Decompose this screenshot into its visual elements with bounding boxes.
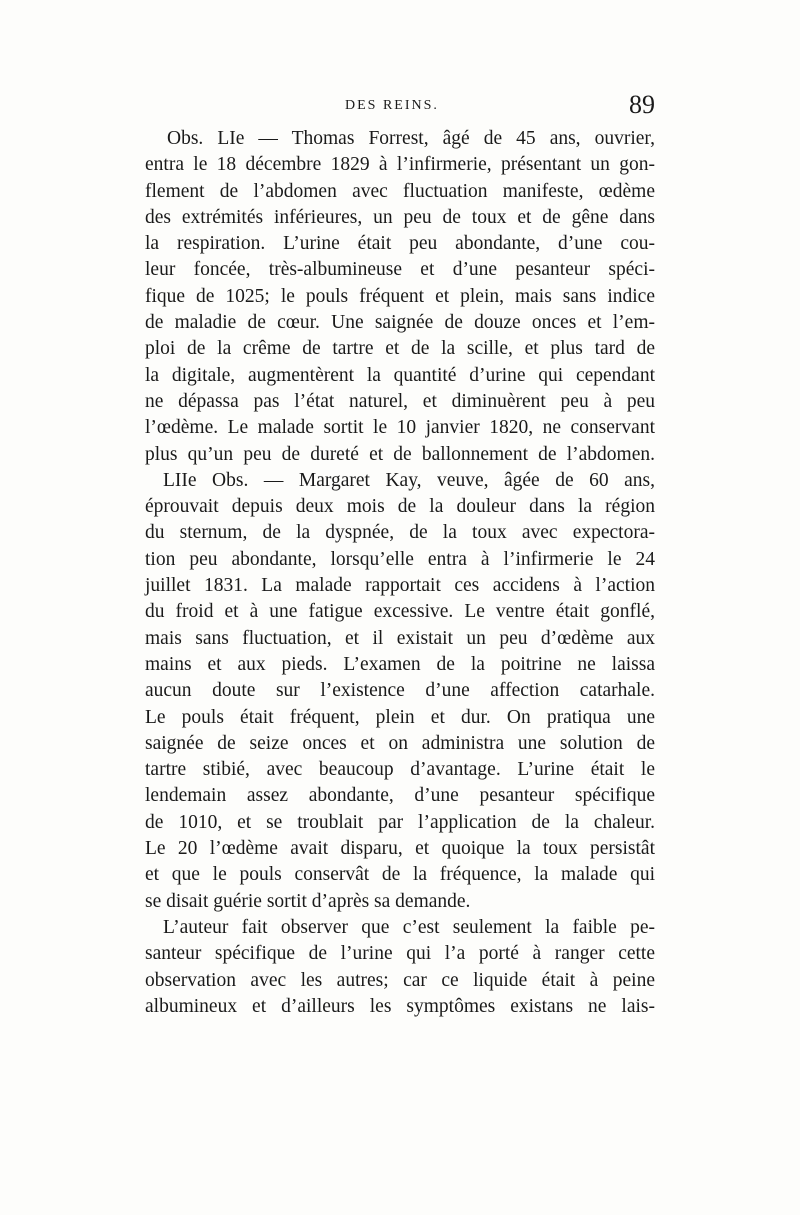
text-line: santeur spécifique de l’urine qui l’a porté à ranger cette	[145, 943, 655, 965]
body-text	[145, 126, 655, 1020]
text-line: observation avec les autres; car ce liquide était à peine	[145, 969, 655, 991]
text-line: flement de l’abdomen avec fluctuation manifeste, œdème	[145, 180, 655, 202]
text-line: du sternum, de la dyspnée, de la toux avec expectora-	[145, 522, 655, 544]
text-line: la digitale, augmentèrent la quantité d’urine qui cependant	[145, 364, 655, 386]
text-line: du froid et à une fatigue excessive. Le ventre était gonflé,	[145, 601, 655, 623]
text-line: des extrémités inférieures, un peu de toux et de gêne dans	[145, 206, 655, 228]
text-line: et que le pouls conservât de la fréquence, la malade qui	[145, 864, 655, 886]
text-line: mais sans fluctuation, et il existait un peu d’œdème aux	[145, 627, 655, 649]
text-line: éprouvait depuis deux mois de la douleur dans la région	[145, 496, 655, 518]
text-line: mains et aux pieds. L’examen de la poitrine ne laissa	[145, 653, 655, 675]
text-line: fique de 1025; le pouls fréquent et plein, mais sans indice	[145, 285, 655, 307]
text-line: tion peu abondante, lorsqu’elle entra à l’infirmerie le 24	[145, 548, 655, 570]
text-line: plus qu’un peu de dureté et de ballonnement de l’abdomen.	[145, 443, 655, 465]
text-line: ploi de la crême de tartre et de la scille, et plus tard de	[145, 338, 655, 360]
text-line: juillet 1831. La malade rapportait ces accidens à l’action	[145, 575, 655, 597]
text-line: l’œdème. Le malade sortit le 10 janvier 1820, ne conservant	[145, 417, 655, 439]
text-line: aucun doute sur l’existence d’une affection catarhale.	[145, 680, 655, 702]
text-line: albumineux et d’ailleurs les symptômes existans ne lais-	[145, 995, 655, 1017]
text-line: ne dépassa pas l’état naturel, et diminuèrent peu à peu	[145, 390, 655, 412]
text-line: Le pouls était fréquent, plein et dur. On pratiqua une	[145, 706, 655, 728]
text-line: Obs. LIe — Thomas Forrest, âgé de 45 ans, ouvrier,	[167, 128, 655, 149]
running-head	[145, 92, 655, 122]
text-line: tartre stibié, avec beaucoup d’avantage. L’urine était le	[145, 759, 655, 781]
text-line: entra le 18 décembre 1829 à l’infirmerie, présentant un gon-	[145, 154, 655, 176]
text-line: de 1010, et se troublait par l’application de la chaleur.	[145, 811, 655, 833]
text-line: L’auteur fait observer que c’est seulement la faible pe-	[163, 916, 655, 938]
page-number: 89	[629, 90, 655, 119]
text-line: Le 20 l’œdème avait disparu, et quoique la toux persistât	[145, 838, 655, 860]
text-line: LIIe Obs. — Margaret Kay, veuve, âgée de 60 ans,	[163, 469, 655, 491]
text-line: lendemain assez abondante, d’une pesanteur spécifique	[145, 785, 655, 807]
text-line: leur foncée, très-albumineuse et d’une pesanteur spéci-	[145, 259, 655, 281]
text-line: saignée de seize onces et on administra une solution de	[145, 732, 655, 754]
text-line: de maladie de cœur. Une saignée de douze onces et l’em-	[145, 312, 655, 334]
running-title: DES REINS.	[345, 98, 439, 113]
text-line: la respiration. L’urine était peu abondante, d’une cou-	[145, 233, 655, 255]
text-line: se disait guérie sortit d’après sa demande.	[145, 890, 471, 912]
